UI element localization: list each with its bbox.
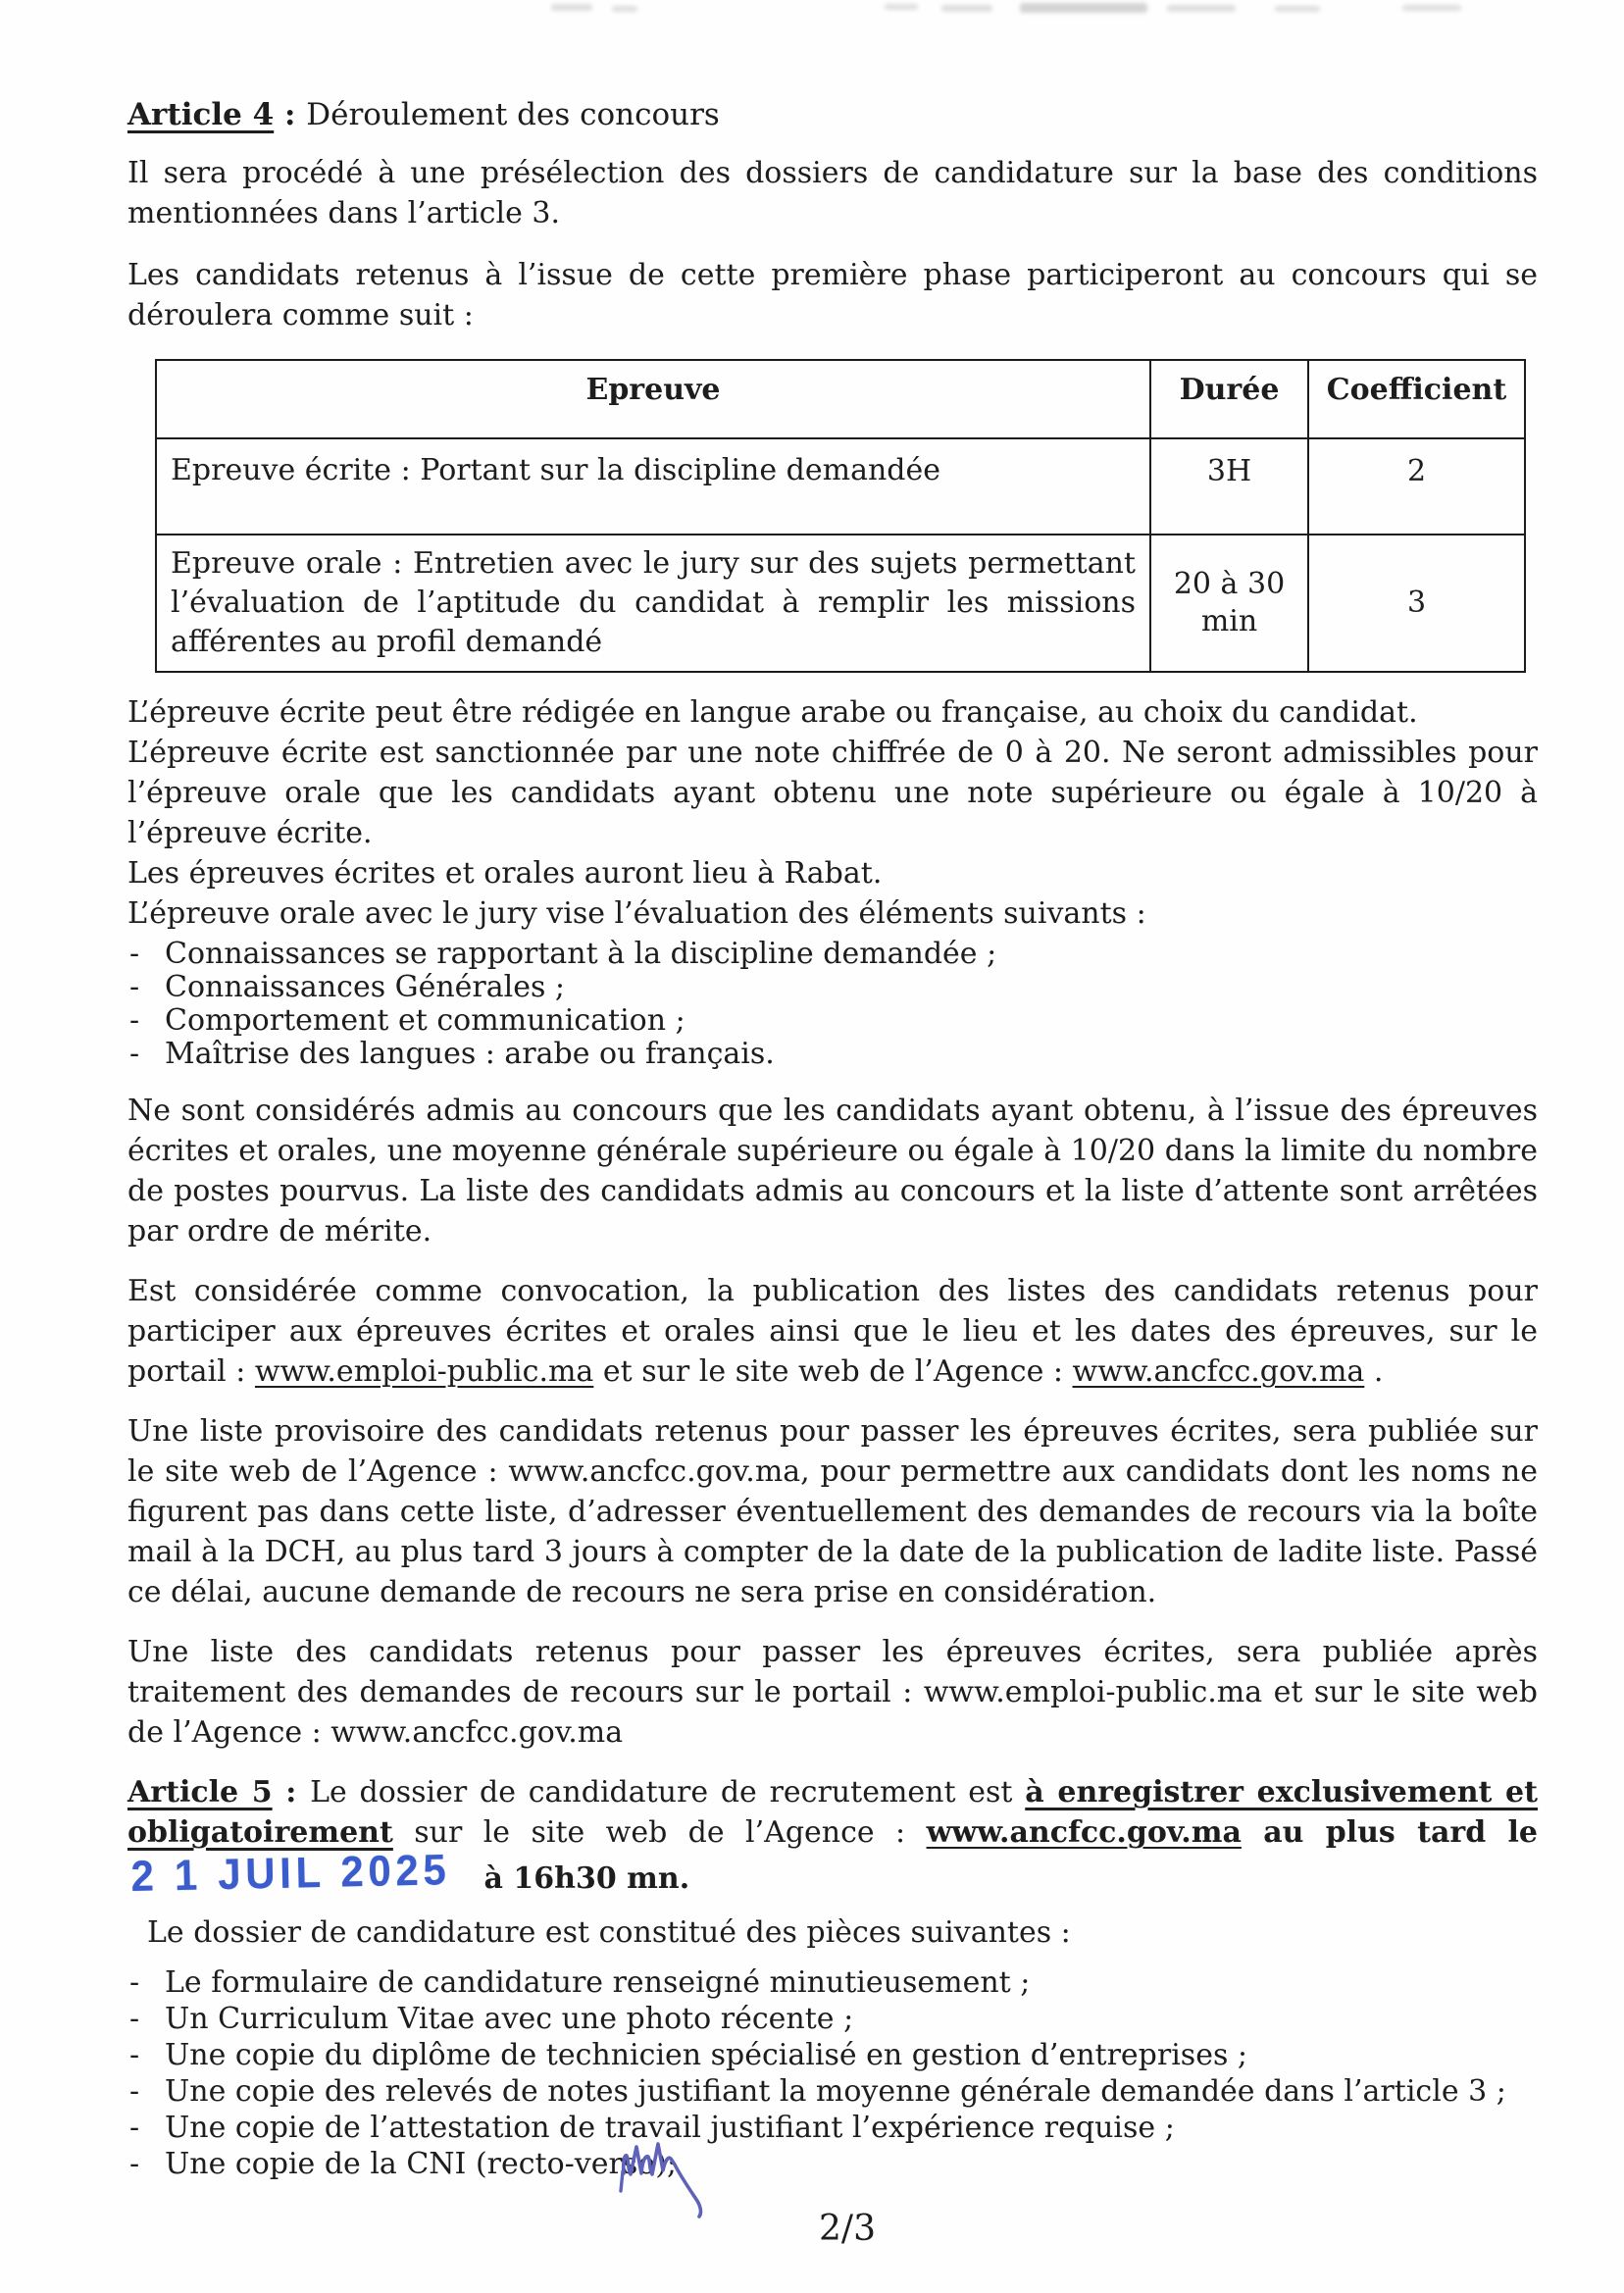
dossier-pieces-list (127, 1964, 1538, 2182)
article-5-label: Article 5 (127, 1775, 273, 1809)
dash-bullet: - (129, 2002, 140, 2036)
dash-bullet: - (129, 937, 140, 971)
link-ancfcc-article5[interactable]: www.ancfcc.gov.ma (926, 1815, 1242, 1850)
article-4-heading (127, 94, 1538, 135)
dash-bullet: - (129, 1965, 140, 2000)
paragraph-liste-provisoire: Une liste provisoire des candidats retenus pour passer les épreuves écrites, sera publiée sur le site web de l’Agence : www.ancfcc.gov.ma, pour permettre aux candidats dont les noms ne figurent pas dans cette liste, d’adresser éventuellement des demandes de recours via la boîte mail à la DCH, au plus tard 3 jours à compter de la date de la publication de ladite liste. Passé ce délai, aucune demande de recours ne sera prise en considération. (127, 1414, 1538, 1609)
paragraph-liste-definitive: Une liste des candidats retenus pour passer les épreuves écrites, sera publiée après traitement des demandes de recours sur le portail : www.emploi-public.ma et sur le site web de l’Agence : www.ancfcc.gov.ma (127, 1635, 1538, 1750)
dash-bullet: - (129, 1003, 140, 1038)
cell-epreuve-ecrite: Epreuve écrite : Portant sur la discipline demandée (156, 438, 1150, 535)
article-5-paragraph: Article 5 : Le dossier de candidature de recrutement est à enregistrer exclusivement et obligatoirement sur le site web de l’Agence : www.ancfcc.gov.ma au plus tard le2 1 JUIL 2025 à 16h30 mn. (127, 1775, 1539, 1901)
article-5-emphasis: à enregistrer exclusivement et obligatoirement (127, 1775, 1539, 1850)
list-item: - Une copie de la CNI (recto-verso); (127, 2146, 1538, 2182)
dash-bullet: - (129, 1037, 140, 1071)
list-item: - Une copie de l’attestation de travail justifiant l’expérience requise ; (129, 2111, 1175, 2145)
dash-bullet: - (129, 2147, 140, 2181)
exam-table (155, 359, 1526, 673)
note-jury-intro: L’épreuve orale avec le jury vise l’évaluation des éléments suivants : (127, 896, 1146, 931)
paragraph-admission: Ne sont considérés admis au concours que les candidats ayant obtenu, à l’issue des épreuves écrites et orales, une moyenne générale supérieure ou égale à 10/20 dans la limite du nombre de postes pourvus. La liste des candidats admis au concours et la liste d’attente sont arrêtées par ordre de mérite. (127, 1094, 1538, 1248)
dash-bullet: - (129, 2038, 140, 2072)
cell-duree-ecrite: 3H (1150, 438, 1308, 535)
dash-bullet: - (129, 2074, 140, 2109)
article-5-separator: : (272, 1775, 311, 1809)
article-4-label: Article 4 (127, 97, 275, 132)
dash-bullet: - (129, 2111, 140, 2145)
list-item: - Connaissances se rapportant à la discipline demandée ; (129, 937, 997, 971)
date-stamp: 2 1 JUIL 2025 (130, 1846, 451, 1901)
note-langue: L’épreuve écrite peut être rédigée en langue arabe ou française, au choix du candidat. (127, 695, 1418, 730)
cell-coefficient-ecrite: 2 (1308, 438, 1525, 535)
document-content (127, 94, 1538, 2251)
page-number: 2/3 (819, 2209, 876, 2249)
cell-duree-orale: 20 à 30 min (1150, 535, 1308, 672)
table-row-epreuve-ecrite (156, 438, 1525, 535)
list-item: - Comportement et communication ; (129, 1003, 685, 1038)
column-header-epreuve: Epreuve (156, 360, 1150, 438)
paragraph-convocation: Est considérée comme convocation, la publication des listes des candidats retenus pour participer aux épreuves écrites et orales ainsi que le lieu et les dates des épreuves, sur le portail : www.emploi-public.ma et sur le site web de l’Agence : www.ancfcc.gov.ma . (127, 1274, 1538, 1389)
link-emploi-public[interactable]: www.emploi-public.ma (254, 1354, 594, 1389)
criteria-list (127, 938, 1538, 1071)
note-lieu: Les épreuves écrites et orales auront lieu à Rabat. (127, 856, 883, 891)
column-header-duree: Durée (1150, 360, 1308, 438)
column-header-coefficient: Coefficient (1308, 360, 1525, 438)
cell-epreuve-orale: Epreuve orale : Entretien avec le jury sur des sujets permettant l’évaluation de l’aptitude du candidat à remplir les missions afférentes au profil demandé (156, 535, 1150, 672)
paragraph-concours-intro: Les candidats retenus à l’issue de cette première phase participeront au concours qui se déroulera comme suit : (127, 258, 1538, 332)
dash-bullet: - (129, 970, 140, 1004)
article-4-title: Déroulement des concours (306, 97, 720, 132)
list-item: - Un Curriculum Vitae avec une photo récente ; (129, 2002, 854, 2036)
dossier-intro: Le dossier de candidature est constitué des pièces suivantes : (147, 1915, 1071, 1950)
list-item: - Maîtrise des langues : arabe ou français. (129, 1037, 775, 1071)
table-row-epreuve-orale (156, 535, 1525, 672)
note-notation: L’épreuve écrite est sanctionnée par une note chiffrée de 0 à 20. Ne seront admissibles pour l’épreuve orale que les candidats ayant obtenu une note supérieure ou égale à 10/20 à l’épreuve écrite. (127, 736, 1538, 850)
paragraph-preselection: Il sera procédé à une présélection des dossiers de candidature sur la base des conditions mentionnées dans l’article 3. (127, 156, 1538, 230)
list-item: - Une copie du diplôme de technicien spécialisé en gestion d’entreprises ; (129, 2038, 1247, 2072)
cell-coefficient-orale: 3 (1308, 535, 1525, 672)
exam-table-header-row (156, 360, 1525, 438)
list-item: - Une copie des relevés de notes justifiant la moyenne générale demandée dans l’article 3 ; (129, 2074, 1506, 2109)
list-item: - Connaissances Générales ; (129, 970, 566, 1004)
article-4-separator: : (274, 97, 307, 132)
list-item: - Le formulaire de candidature renseigné minutieusement ; (129, 1965, 1031, 2000)
link-ancfcc[interactable]: www.ancfcc.gov.ma (1072, 1354, 1365, 1389)
exam-notes (127, 692, 1538, 934)
